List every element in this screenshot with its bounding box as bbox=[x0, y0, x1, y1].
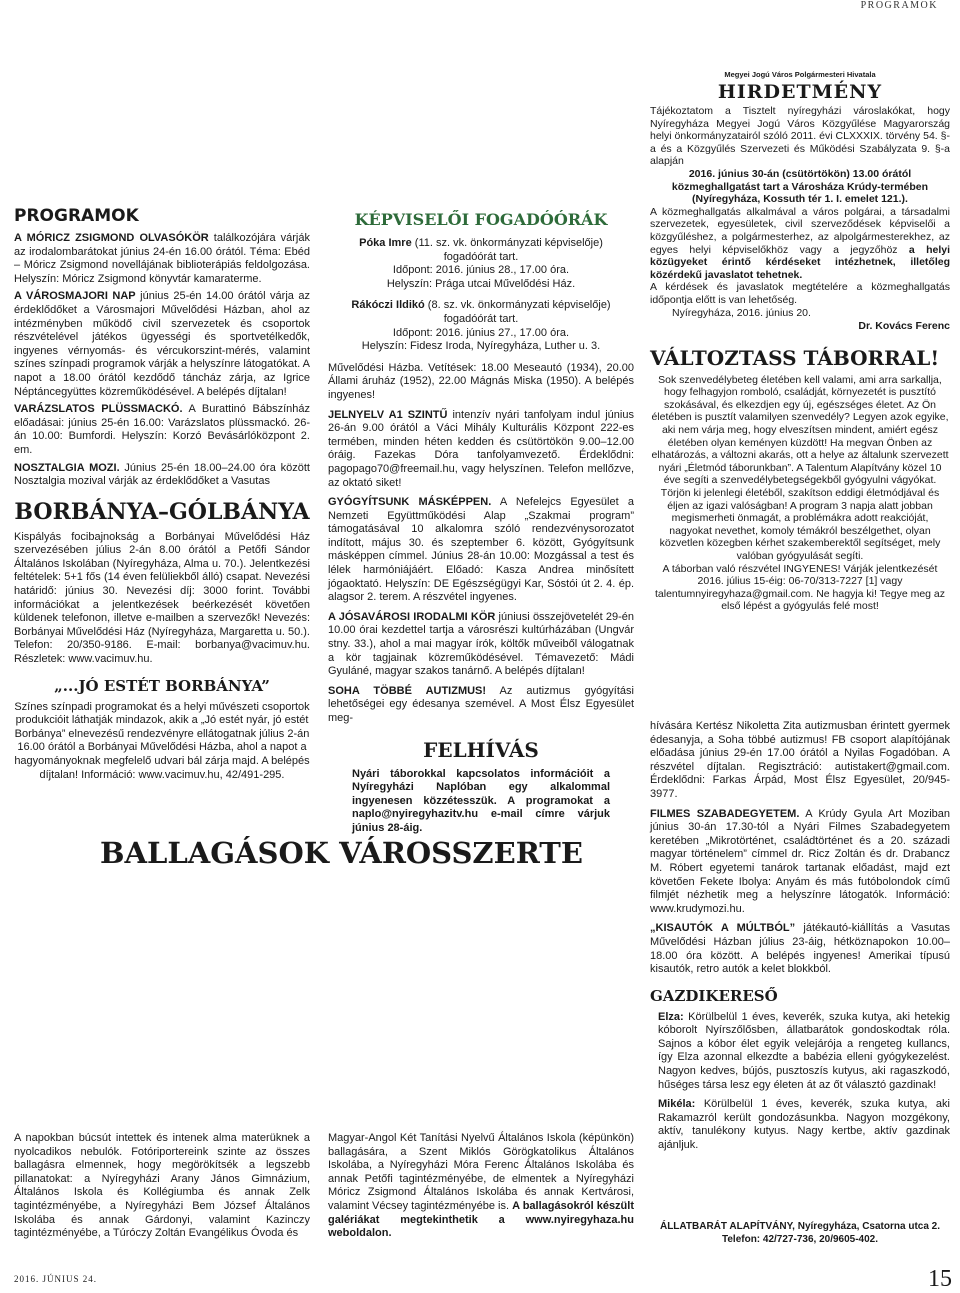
valtoztass-paragraph: Sok szenvedélybeteg életében kell valami, ami arra sarkallja, hogy felhagyjon romboló, családját, környezetét is pusztító szokásával, és elkezdjen egy új, egészséges életet. Az Ön életében is pusztít valamilyen szenvedély? Legyen azok egyike, aki nem várja meg, hogy elveszítsen mindent, amiért egész életében olyan keményen küzdött! Ha megvan Önben az elhatározás, a változni akarás, ott a helye az általunk szervezett nyári „Életmód táborunkban”. A Talentum Alapítvány közel 10 éve segíti a szenvedélybetegségekből gyógyulni vágyókat. Törjön ki jelenlegi életéből, szakítson eddigi életmódjával és éljen az igazi valóságban! A program 3 napja alatt jobban megismerheti önmagát, a problémákra adott reakcióját, nagyokat nevethet, komoly témákról beszélgethet, olyan közvetlen közegben kérhet szakemberektől segítséget, mely valóban gyógyulását segíti. bbox=[651, 373, 949, 562]
jo-estet-paragraph: Színes színpadi programokat és a helyi művészeti csoportok produkcióit láthatják mindazok, akik a „Jó estét nyár, jó estét Borbánya” elnevezésű rendezvényre ellátogatnak július 2-án 16.00 órától a Borbányai Művelődési Házba, ahol a napot a hagyományoknak megfelelő udvari bál zárja majd. A belépés díjtalan! Információ: www.vacimuv.hu, 42/491-295. bbox=[14, 700, 310, 781]
felhivas-title: FELHÍVÁS bbox=[423, 737, 539, 762]
jo-estet-title: „...JÓ ESTÉT BORBÁNYA” bbox=[54, 676, 270, 695]
hirdetmeny-signature: Dr. Kovács Ferenc bbox=[858, 320, 950, 333]
programok-column bbox=[14, 206, 310, 782]
hirdetmeny-intro: Tájékoztatom a Tisztelt nyíregyházi városlakókat, hogy Nyíregyháza Megyei Jogú Város Közgyűlése Magyarország helyi önkormányzatairól szóló 2011. évi CLXXXIX. törvény 54. §-a és a Közgyűlés Szervezeti és Működési Szabályzata 9. §-a alapján bbox=[650, 105, 950, 168]
hirdetmeny-title: HIRDETMÉNY bbox=[717, 81, 883, 103]
mozi-continuation: Művelődési Házba. Vetítések: 18.00 Meseautó (1934), 20.00 Állami áruház (1952), 22.00 Mágnás Miska (1950). A belépés ingyenes! bbox=[328, 361, 634, 401]
soha-tobbe-paragraph: SOHA TÖBBÉ AUTIZMUS! Az autizmus gyógyítási lehetőségei egy édesanya szemével. A Most Élsz Egyesület meg- bbox=[328, 684, 634, 724]
borbanya-title: BORBÁNYA–GÓLBÁNYA bbox=[14, 498, 310, 525]
ballagas-left-text: A napokban búcsút intettek és intenek alma materüknek a nyolcadikos nebulók. Fotóriportereink szinte az összes ballagásra elmennek, hogy megörökítsék a legszebb pillanatokat: a Nyíregyházi Arany János Gimnázium, Általános Iskola és Kollégiumba és annak Zelk tagintézményébe, a Nyíregyházi Bem József Általános Iskolába és annak Gárdonyi, valamint Kazinczy tagintézményébe, a Túróczy Zoltán Evangélikus Óvoda és bbox=[14, 1132, 310, 1240]
ballagas-right-text: Magyar-Angol Két Tanítási Nyelvű Általános Iskola (képünkön) ballagására, a Szent Miklós Görögkatolikus Általános Iskolába, a Nyíregyházi Móra Ferenc Általános Iskolába és annak Petőfi tagintézményébe, de elmentek a Nyíregyházi Móricz Zsigmond Általános Iskolába és annak Kertvárosi, valamint Vécsey tagintézményébe is. A ballagásokról készült galériákat megtekinthetik a www.nyiregyhaza.hu weboldalon. bbox=[328, 1132, 634, 1240]
col3-lower bbox=[650, 720, 950, 1092]
elza-item: Elza: Körülbelül 1 éves, keverék, szuka kutya, aki hetekig kóborolt Nyírszőlősben, állatbarátok gondoskodtak róla. Sajnos a kóbor élet egyik velejárója a rengeteg kullancs, így Elza azonnal elkezdte a babézia elleni gyógykezelést. Nagyon kedves, bújós, pusztoszís kutyus, aki ragaszkodó, hűséges társa lesz egy életen át az őt választó gazdinak! bbox=[658, 1010, 950, 1091]
allatbarat-footer: ÁLLATBARÁT ALAPÍTVÁNY, Nyíregyháza, Csatorna utca 2. Telefon: 42/727-736, 20/9605-402. bbox=[659, 1221, 941, 1245]
autizmus-continuation: hívására Kertész Nikoletta Zita autizmusban érintett gyermek édesanyja, a Soha többé autizmus! FB csoport alapítójának előadása június 29-én 17.00 órától a Nyilas Fogadóban. A részvétel díjtalan. Regisztráció: autistakert@gmail.com. Érdeklődni: Farkas Árpád, Most Élsz Egyesület, 20/945-3977. bbox=[650, 720, 950, 800]
hirdetmeny-note: A kérdések és javaslatok megtételére a közmeghallgatás időpontja előtt is van lehetőség. bbox=[650, 281, 950, 306]
borbanya-paragraph: Kispályás focibajnokság a Borbányai Művelődési Ház szervezésében július 2-án 8.00 órától a Petőfi Sándor Általános Iskolában (Nyíregyháza, Alma u. 70.). Jelentkezési feltételek: 5+1 fős (14 éven felüliekből álló) csapat. Nevezési határidő: június 30. Nevezési díj: 3000 forint. További információkat a jelentkezések beérkezését követően küldenek telefonon, illetve e-mailben a szervezők! Nevezés: Borbányai Művelődési Ház (Nyíregyháza, Margaretta u. 50.). Telefon: 20/350-9186. E-mail: borbanya@vacimuv.hu. Részletek: www.vacimuv.hu. bbox=[14, 530, 310, 666]
rakoczi-block: Rákóczi Ildikó (8. sz. vk. önkormányzati képviselője) fogadóórát tart. Időpont: 2016. június 27., 17.00 óra. Helyszín: Fidesz Iroda, Nyíregyháza, Luther u. 3. bbox=[351, 299, 611, 353]
ballagasok-title: BALLAGÁSOK VÁROSSZERTE bbox=[100, 836, 583, 870]
mikela-item: Mikéla: Körülbelül 1 éves, keverék, szuka kutya, aki Rakamazról került gondozásunkba. Nagyon mozgékony, aktív, tanulékony kutyus. Nagy kertbe, aktív gazdinak ajánljuk. bbox=[658, 1098, 950, 1151]
varosmajori-nap-paragraph: A VÁROSMAJORI NAP június 25-én 14.00 órától várja az érdeklődőket a Városmajori Művelődési Házban, ahol az intézményben működő civil szervezetek és csoportok részvételével játékos ügyességi és sportvetélkedők, ingyenes vérnyomás- és vércukorszint-mérés, valamint színes színpadi programok várják a helyszínre látogatókat. A napot a 18.00 órától kezdődő táncház zárja, az Igrice Néptáncegyüttes közreműködésével. A belépés díjtalan! bbox=[14, 290, 310, 398]
hirdetmeny-body: A közmeghallgatás alkalmával a város polgárai, a társadalmi szervezetek, egyesületek, civil szerveződések képviselői a közgyűléshez, a polgármesterhez, az alpolgármesterekhez, az egyes helyi képviselőkhöz vagy a jegyzőhöz a helyi közügyeket érintő kérdéseket intézhetnek, illetőleg közérdekű javaslatot tehetnek. bbox=[650, 205, 951, 281]
nosztalgia-mozi-paragraph: NOSZTALGIA MOZI. Június 25-én 18.00–24.00 óra között Nosztalgia mozival várják az érdeklődőket a Vasutas bbox=[14, 461, 310, 488]
gazdikereso-title: GAZDIKERESŐ bbox=[650, 986, 778, 1005]
poka-block: Póka Imre (11. sz. vk. önkormányzati képviselője) fogadóórát tart. Időpont: 2016. június 28., 17.00 óra. Helyszín: Prága utcai Művelődési Ház. bbox=[359, 237, 603, 290]
page-number: 15 bbox=[928, 1266, 952, 1292]
section-header: PROGRAMOK bbox=[860, 0, 938, 11]
footer-date: 2016. JÚNIUS 24. bbox=[14, 1274, 98, 1284]
hirdetmeny-event: 2016. június 30-án (csütörtökön) 13.00 órától közmeghallgatást tart a Városháza Krúdy-termében (Nyíregyháza, Kossuth tér 1. I. emelet 121.). bbox=[671, 167, 929, 206]
agency-line: Megyei Jogú Város Polgármesteri Hivatala bbox=[724, 70, 876, 79]
valtoztass-title: VÁLTOZTASS TÁBORRAL! bbox=[650, 345, 940, 370]
hirdetmeny-date: Nyíregyháza, 2016. június 20. bbox=[672, 306, 811, 319]
filmes-paragraph: FILMES SZABADEGYETEM. A Krúdy Gyula Art Moziban június 30-án 17.30-tól a Nyári Filmes Szabadegyetem keretében „Mikrotörténet, családtörténet és a 20. századi magyar történelem” címmel dr. Ricz Zoltán és dr. Drabancz M. Róbert egyetemi tanárok tartanak előadást, majd ezt követően Fekete Ibolya: Anyám és más futóbolondok című filmjét nézhetik meg a helyszínre látogatók. Információ: www.krudymozi.hu. bbox=[650, 807, 951, 915]
plussmacko-paragraph: VARÁZSLATOS PLÜSSMACKÓ. A Burattinó Bábszínház előadásai: június 25-én 16.00: Varázslatos plüssmackó. 26-án 10.00: Bumfordi. Helyszín: Korzó Bevásárlóközpont 2. em. bbox=[14, 403, 310, 456]
hirdetmeny-column bbox=[650, 70, 950, 613]
jelnyelv-paragraph: JELNYELV A1 SZINTŰ intenzív nyári tanfolyam indul június 26-án 9.00 órától a Váci Mihály Kulturális Központ 222-es termében, minden héten kedden és csütörtökön 9.00–12.00 óráig. Fazekas Dóra tanfolyamvezető. Érdeklődni: pagopago70@freemail.hu, vagy helyszínen. Telefon mellőzve, az oktató siket! bbox=[328, 408, 634, 489]
kepviseloi-column bbox=[328, 210, 634, 836]
programok-title: PROGRAMOK bbox=[14, 206, 139, 226]
kisautok-paragraph: „KISAUTÓK A MÚLTBÓL” játékautó-kiállítás a Vasutas Művelődési Házban július 23-áig, hétköznapokon 10.00–18.00 óra között. A belépés ingyenes! Amerikai típusú kisautók, retro autók a kelet blokkból. bbox=[650, 922, 951, 976]
felhivas-paragraph: Nyári táborokkal kapcsolatos információit a Nyíregyházi Naplóban egy alkalommal ingyenesen közzétesszük. A programokat a naplo@nyiregyhazitv.hu e-mail címre várjuk június 28-áig. bbox=[352, 767, 610, 834]
gyogyitsunk-paragraph: GYÓGYÍTSUNK MÁSKÉPPEN. A Nefelejcs Egyesület a Nemzeti Együttműködési Alap „Szakmai program” támogatásával 10 alkalomra szóló rendezvénysorozatot indított, május 30. és szeptember 6. között, Gyógyítsunk másképpen címmel. Június 28-án 10.00: Mozgással a test és lélek harmóniájáért. Előadó: Kasza Andrea minősített jógaoktató. Helyszín: DE Egészségügyi Kar, Sóstói út 2. 4. ép. alagsor 2. terem. A részvétel ingyenes. bbox=[328, 496, 635, 604]
valtoztass-paragraph-2: A táborban való részvétel INGYENES! Várják jelentkezését 2016. július 15-éig: 06-70/313-7227 [1] vagy talentumnyiregyhaza@gmail.com. Ne hagyja ki! Tegye meg az első lépést a gyógyulás felé most! bbox=[654, 562, 946, 613]
kepviseloi-title: KÉPVISELŐI FOGADÓÓRÁK bbox=[354, 210, 608, 229]
josavarosi-paragraph: A JÓSAVÁROSI IRODALMI KÖR júniusi összejövetelét 29-én 10.00 órai kezdettel tartja a városrészi kultúrházában (Ungvár stny. 33.), ahol a mai magyar írók, költők műveiből válogatnak a kör tagjainak közreműködésével. Témavezető: Mádi Gyuláné, magyar szakos tanárnő. A belépés díjtalan! bbox=[328, 610, 634, 678]
moricz-olvasokor-paragraph: A MÓRICZ ZSIGMOND OLVASÓKÖR találkozójára várják az irodalombarátokat június 24-én 16.00 órától. Téma: Ebéd – Móricz Zsigmond novellájának biblioterápiás feldolgozása. Helyszín: Móricz Zsigmond könyvtár kamaraterme. bbox=[14, 232, 310, 285]
